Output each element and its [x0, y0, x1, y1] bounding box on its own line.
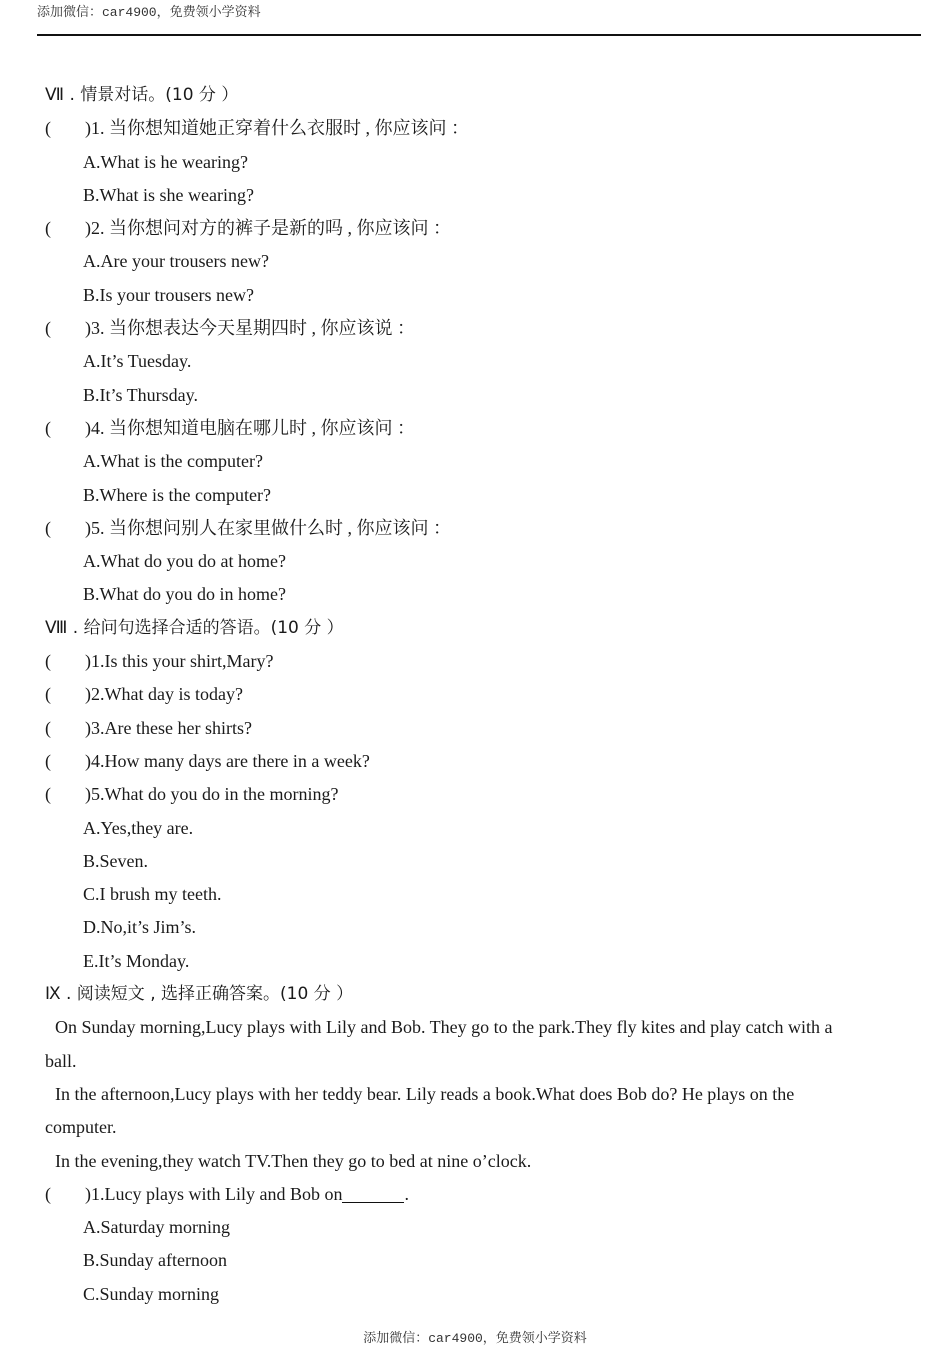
section-7-title: Ⅶ . 情景对话。(10 分 ） [45, 85, 239, 105]
s8-option-c: C.I brush my teeth. [83, 884, 222, 905]
reading-paragraph-2-line-2: computer. [45, 1117, 117, 1138]
s9-question-1: ( )1.Lucy plays with Lily and Bob on . [45, 1178, 895, 1211]
reading-paragraph-2-line-1: In the afternoon,Lucy plays with her teddy bear. Lily reads a book.What does Bob do? He plays on the [55, 1083, 795, 1104]
s8-option-d: D.No,it’s Jim’s. [83, 917, 197, 938]
s7-q2-option-a: A.Are your trousers new? [83, 251, 269, 272]
s8-option-e: E.It’s Monday. [83, 950, 190, 971]
footer-watermark-text: 添加微信：car4900，免费领小学资料 [363, 1331, 587, 1346]
answer-paren[interactable]: ( [45, 684, 51, 705]
answer-paren[interactable]: ( [45, 118, 51, 139]
s7-q3-option-a: A.It’s Tuesday. [83, 351, 192, 372]
fill-in-blank[interactable] [342, 1184, 404, 1203]
worksheet-content [45, 79, 895, 1311]
s7-q2-option-b: B.Is your trousers new? [83, 284, 254, 305]
s7-question-5: ( )5. 当你想问别人在家里做什么时 , 你应该问 ： [45, 512, 895, 545]
answer-paren[interactable]: ( [45, 651, 51, 672]
s7-q1-option-b: B.What is she wearing? [83, 184, 254, 205]
section-9-title: Ⅸ . 阅读短文 , 选择正确答案。(10 分 ） [45, 984, 354, 1005]
header-watermark-text: 添加微信：car4900，免费领小学资料 [37, 5, 261, 20]
s8-option-b: B.Seven. [83, 850, 148, 871]
s9-q1-option-a: A.Saturday morning [83, 1217, 230, 1238]
reading-paragraph-3: In the evening,they watch TV.Then they go to bed at nine o’clock. [55, 1150, 532, 1171]
answer-paren[interactable]: ( [45, 517, 51, 538]
s7-question-2: ( )2. 当你想问对方的裤子是新的吗 , 你应该问 ： [45, 212, 895, 245]
s8-option-a: A.Yes,they are. [83, 817, 194, 838]
s8-question-5: ( )5.What do you do in the morning? [45, 778, 895, 811]
answer-paren[interactable]: ( [45, 750, 51, 771]
answer-paren[interactable]: ( [45, 1183, 51, 1204]
s7-question-3: ( )3. 当你想表达今天星期四时 , 你应该说 ： [45, 312, 895, 345]
answer-paren[interactable]: ( [45, 318, 51, 339]
answer-paren[interactable]: ( [45, 417, 51, 438]
s7-question-1: ( )1. 当你想知道她正穿着什么衣服时 , 你应该问 ： [45, 112, 895, 145]
reading-paragraph-1-line-1: On Sunday morning,Lucy plays with Lily and Bob. They go to the park.They fly kites and play catch with a [55, 1017, 833, 1038]
s9-q1-option-c: C.Sunday morning [83, 1283, 220, 1304]
s9-q1-option-b: B.Sunday afternoon [83, 1250, 227, 1271]
answer-paren[interactable]: ( [45, 218, 51, 239]
s7-q4-option-a: A.What is the computer? [83, 451, 263, 472]
answer-paren[interactable]: ( [45, 784, 51, 805]
section-8-title: Ⅷ . 给问句选择合适的答语。(10 分 ） [45, 617, 344, 638]
answer-paren[interactable]: ( [45, 717, 51, 738]
s7-question-4: ( )4. 当你想知道电脑在哪儿时 , 你应该问 ： [45, 412, 895, 445]
s7-q4-option-b: B.Where is the computer? [83, 484, 271, 505]
s7-q1-option-a: A.What is he wearing? [83, 151, 248, 172]
s8-question-2: ( )2.What day is today? [45, 678, 895, 711]
s8-question-4: ( )4.How many days are there in a week? [45, 745, 895, 778]
header-divider [37, 34, 921, 36]
s7-q3-option-b: B.It’s Thursday. [83, 384, 198, 405]
s8-question-1: ( )1.Is this your shirt,Mary? [45, 645, 895, 678]
s8-question-3: ( )3.Are these her shirts? [45, 712, 895, 745]
s7-q5-option-a: A.What do you do at home? [83, 551, 286, 572]
s7-q5-option-b: B.What do you do in home? [83, 584, 286, 605]
reading-paragraph-1-line-2: ball. [45, 1050, 77, 1071]
